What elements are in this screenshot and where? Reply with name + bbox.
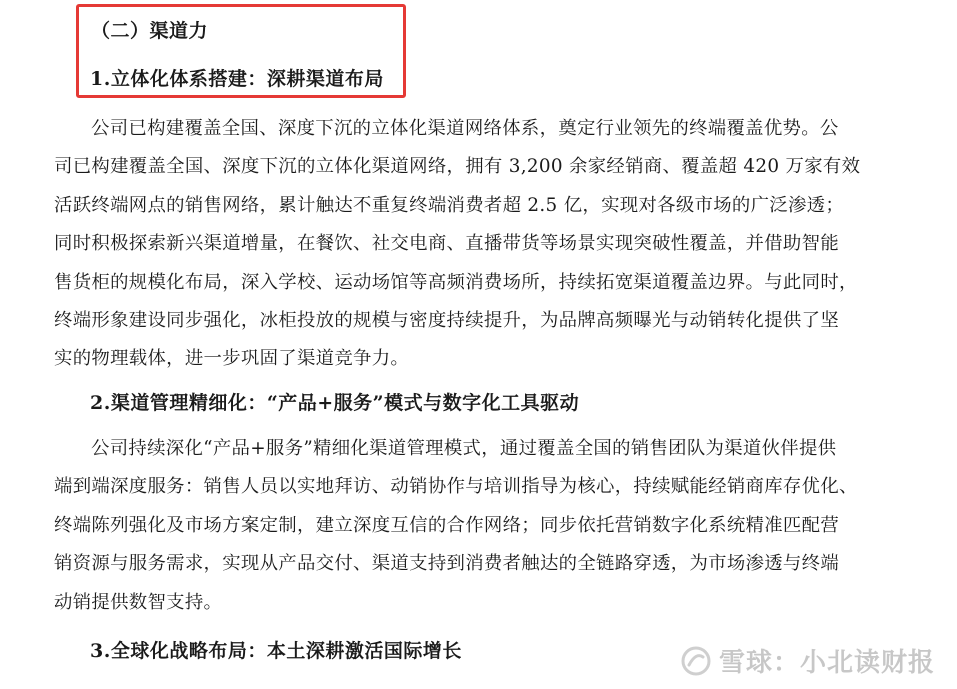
paragraph-line: 销资源与服务需求，实现从产品交付、渠道支持到消费者触达的全链路穿透，为市场渗透与终端 bbox=[54, 553, 840, 575]
subsection-2-paragraph bbox=[54, 430, 884, 622]
paragraph-line: 公司已构建覆盖全国、深度下沉的立体化渠道网络体系，奠定行业领先的终端覆盖优势。公 bbox=[91, 118, 839, 139]
paragraph-line: 端到端深度服务：销售人员以实地拜访、动销协作与培训指导为核心，持续赋能经销商库存优化、 bbox=[54, 476, 858, 498]
subsection-1-paragraph bbox=[54, 110, 884, 379]
watermark-text: 雪球：小北读财报 bbox=[718, 648, 935, 678]
paragraph-line: 终端陈列强化及市场方案定制，建立深度互信的合作网络；同步依托营销数字化系统精准匹配营 bbox=[54, 514, 840, 536]
paragraph-line: 公司持续深化“产品+服务”精细化渠道管理模式，通过覆盖全国的销售团队为渠道伙伴提供 bbox=[91, 438, 837, 459]
snowball-logo-icon bbox=[681, 646, 711, 676]
subsection-2-title: 2.渠道管理精细化：“产品+服务”模式与数字化工具驱动 bbox=[90, 392, 580, 414]
paragraph-line: 动销提供数智支持。 bbox=[54, 591, 223, 613]
paragraph-line: 司已构建覆盖全国、深度下沉的立体化渠道网络，拥有 3,200 余家经销商、覆盖超 420 万家有效 bbox=[54, 156, 861, 178]
subsection-1-title: 1.立体化体系搭建：深耕渠道布局 bbox=[90, 68, 384, 90]
paragraph-line: 实的物理载体，进一步巩固了渠道竞争力。 bbox=[54, 348, 410, 370]
paragraph-line: 终端形象建设同步强化，冰柜投放的规模与密度持续提升，为品牌高频曝光与动销转化提供了坚 bbox=[54, 309, 840, 331]
subsection-3-title: 3.全球化战略布局：本土深耕激活国际增长 bbox=[90, 640, 462, 662]
paragraph-line: 同时积极探索新兴渠道增量，在餐饮、社交电商、直播带货等场景实现突破性覆盖，并借助智能 bbox=[54, 233, 840, 255]
paragraph-line: 活跃终端网点的销售网络，累计触达不重复终端消费者超 2.5 亿，实现对各级市场的广泛渗透； bbox=[54, 194, 845, 216]
watermark bbox=[681, 642, 935, 679]
section-heading: （二）渠道力 bbox=[91, 20, 209, 42]
paragraph-line: 售货柜的规模化布局，深入学校、运动场馆等高频消费场所，持续拓宽渠道覆盖边界。与此同时， bbox=[54, 271, 858, 293]
